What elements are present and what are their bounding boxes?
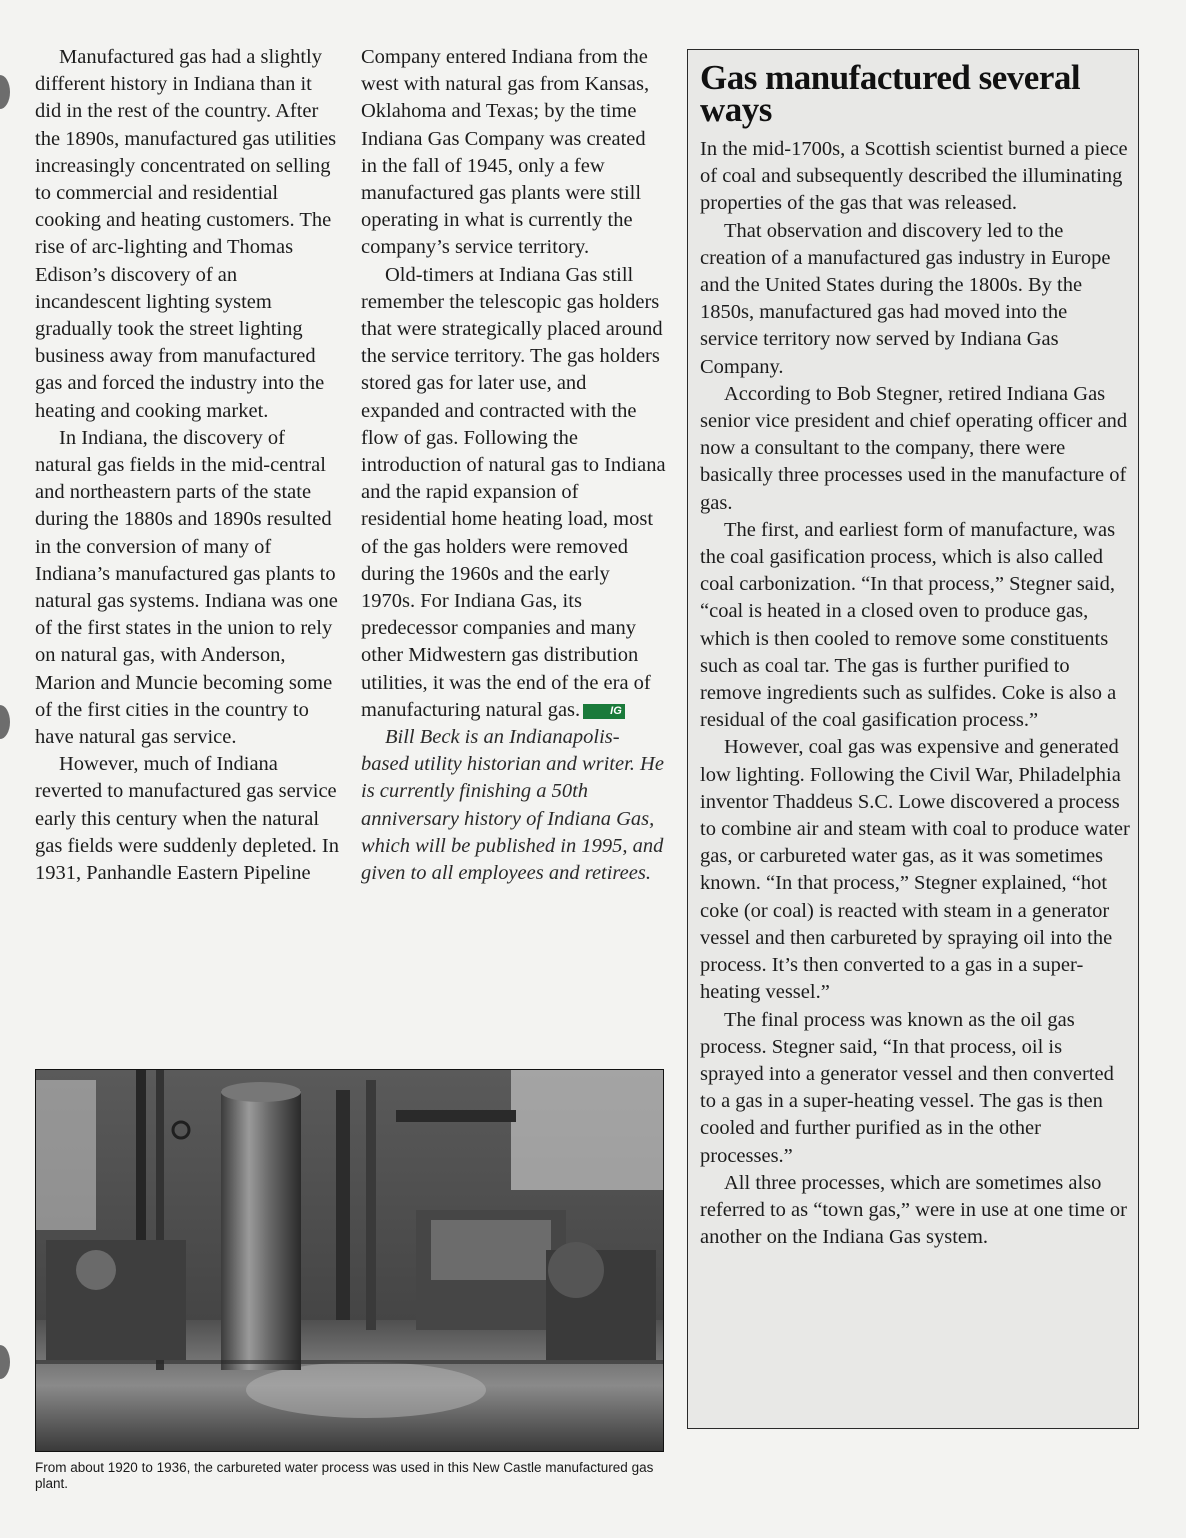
article-paragraph: Company entered Indiana from the west with natural gas from Kansas, Oklahoma and Texas; by the time Indiana Gas Company was created in the fall of 1945, only a few manufactured gas plants were still operating in what is currently the company’s service territory. [361, 46, 650, 259]
article-column-2 [361, 44, 666, 887]
article-paragraph: In Indiana, the discovery of natural gas fields in the mid-central and northeastern parts of the state during the 1880s and 1890s resulted in the conversion of many of Indiana’s manufactured gas plants to natural gas systems. Indiana was one of the first states in the union to rely on natural gas, with Anderson, Marion and Muncie becoming some of the first cities in the country to have natural gas service. [35, 426, 338, 749]
binder-hole-top [0, 75, 10, 109]
article-paragraph-final [361, 262, 666, 724]
gas-plant-illustration [36, 1070, 663, 1451]
gas-plant-photo [35, 1069, 664, 1452]
binder-hole-bottom [0, 1345, 10, 1379]
photo-caption: From about 1920 to 1936, the carbureted water process was used in this New Castle manufactured gas plant. [35, 1460, 654, 1491]
sidebar-paragraph: According to Bob Stegner, retired Indiana Gas senior vice president and chief operating officer and now a consultant to the company, there were basically three processes used in the manufacture of gas. [700, 382, 1128, 514]
sidebar-paragraph: In the mid-1700s, a Scottish scientist burned a piece of coal and subsequently described the illuminating properties of the gas that was released. [700, 138, 1128, 215]
article-paragraph-text: Old-timers at Indiana Gas still remember the telescopic gas holders that were strategically placed around the service territory. The gas holders stored gas for later use, and expanded and contracted with the flow of gas. Following the introduction of natural gas to Indiana and the rapid expansion of residential home heating load, most of the gas holders were removed during the 1960s and the early 1970s. For Indiana Gas, its predecessor companies and many other Midwestern gas distribution utilities, it was the end of the era of manufacturing natural gas. [361, 263, 666, 721]
sidebar-paragraph: All three processes, which are sometimes also referred to as “town gas,” were in use at one time or another on the Indiana Gas system. [700, 1171, 1127, 1249]
sidebar-paragraph: The final process was known as the oil gas process. Stegner said, “In that process, oil is sprayed into a generator vessel and then converted to a gas in a super-heating vessel. The gas is then cooled and further purified as in the other processes.” [700, 1008, 1114, 1167]
sidebar-paragraph: That observation and discovery led to the creation of a manufactured gas industry in Europe and the United States during the 1800s. By the 1850s, manufactured gas had moved into the service territory now served by Indiana Gas Company. [700, 219, 1111, 378]
end-of-article-mark: IG [583, 704, 625, 719]
sidebar-body [700, 136, 1130, 1251]
sidebar-title: Gas manufactured several ways [700, 58, 1081, 129]
author-byline: Bill Beck is an Indianapolis-based utility historian and writer. He is currently finishing a 50th anniversary history of Indiana Gas, which will be published in 1995, and given to all employees and retirees. [361, 726, 664, 885]
article-paragraph: Manufactured gas had a slightly different history in Indiana than it did in the rest of the country. After the 1890s, manufactured gas utilities increasingly concentrated on selling to commercial and residential cooking and heating customers. The rise of arc-lighting and Thomas Edison’s discovery of an incandescent lighting system gradually took the street lighting business away from manufactured gas and forced the industry into the heating and cooking market. [35, 46, 337, 422]
binder-hole-middle [0, 705, 10, 739]
sidebar-paragraph: However, coal gas was expensive and generated low lighting. Following the Civil War, Philadelphia inventor Thaddeus S.C. Lowe discovered a process to combine air and steam with coal to produce water gas, or carbureted water gas, as it was sometimes known. “In that process,” Stegner explained, “hot coke (or coal) is reacted with steam in a generator vessel and then carbureted by spraying oil into the process. It’s then converted to a gas in a super-heating vessel.” [700, 736, 1130, 1004]
sidebar-paragraph: The first, and earliest form of manufacture, was the coal gasification process, which is also called coal carbonization. “In that process,” Stegner said, “coal is heated in a closed oven to produce gas, which is then cooled to remove some constituents such as coal tar. The gas is further purified to remove ingredients such as sulfides. Coke is also a residual of the coal gasification process.” [700, 518, 1117, 732]
sidebar-box [687, 49, 1139, 1429]
article-column-1 [35, 44, 343, 887]
article-paragraph: However, much of Indiana reverted to manufactured gas service early this century when the natural gas fields were suddenly depleted. In 1931, Panhandle Eastern Pipeline [35, 753, 339, 885]
